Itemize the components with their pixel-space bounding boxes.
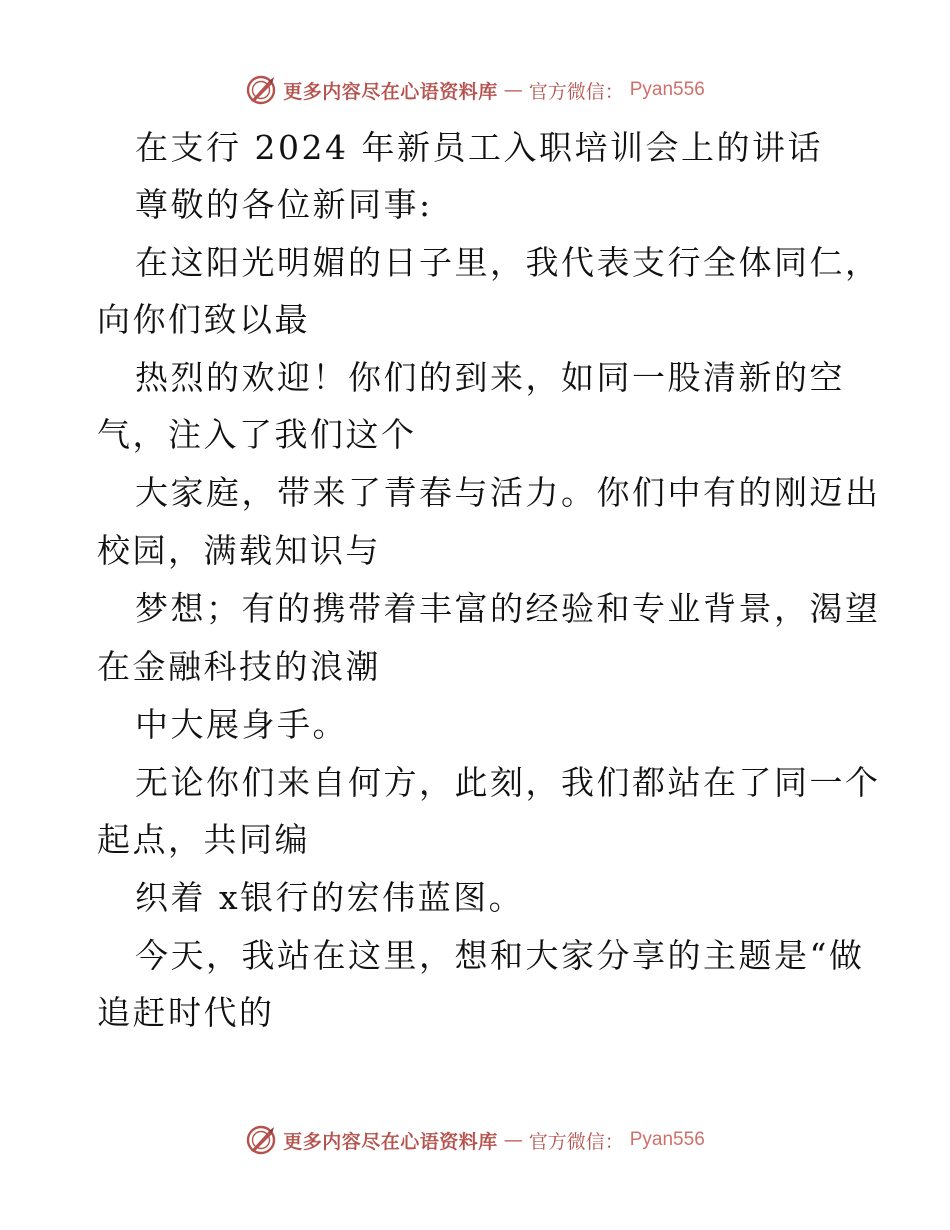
banner-separator: — — [503, 1129, 523, 1151]
paragraph-line: 中大展身手。 — [135, 705, 348, 744]
paragraph-line: 在金融科技的浪潮 — [97, 647, 381, 686]
paragraph-line: 无论你们来自何方，此刻，我们都站在了同一个 — [135, 763, 881, 802]
wechat-id: Pyan556 — [629, 79, 705, 100]
paragraph-line: 追赶时代的 — [97, 993, 275, 1032]
paragraph-line: 起点，共同编 — [97, 820, 310, 859]
quill-logo-icon — [245, 1124, 277, 1156]
paragraph-line: 气，注入了我们这个 — [97, 415, 417, 454]
paragraph-line: 今天，我站在这里，想和大家分享的主题是“做 — [135, 936, 865, 975]
wechat-label: 官方微信： — [528, 1130, 624, 1153]
document-title: 在支行 2024 年新员工入职培训会上的讲话 — [135, 128, 823, 167]
paragraph-line: 织着 x银行的宏伟蓝图。 — [135, 878, 525, 917]
salutation: 尊敬的各位新同事: — [135, 185, 433, 224]
wechat-label: 官方微信： — [528, 80, 624, 103]
paragraph-line: 校园，满载知识与 — [97, 531, 381, 570]
wechat-id: Pyan556 — [629, 1129, 705, 1150]
paragraph-line: 梦想；有的携带着丰富的经验和专业背景，渴望 — [135, 589, 881, 628]
banner-separator: — — [503, 79, 523, 101]
paragraph-line: 向你们致以最 — [97, 300, 310, 339]
brand-text: 更多内容尽在心语资料库 — [283, 1130, 498, 1153]
footer-banner — [0, 1120, 950, 1160]
paragraph-line: 大家庭，带来了青春与活力。你们中有的刚迈出 — [135, 473, 881, 512]
brand-text: 更多内容尽在心语资料库 — [283, 80, 498, 103]
paragraph-line: 在这阳光明媚的日子里，我代表支行全体同仁， — [135, 243, 881, 282]
paragraph-line: 热烈的欢迎！你们的到来，如同一股清新的空 — [135, 358, 845, 397]
